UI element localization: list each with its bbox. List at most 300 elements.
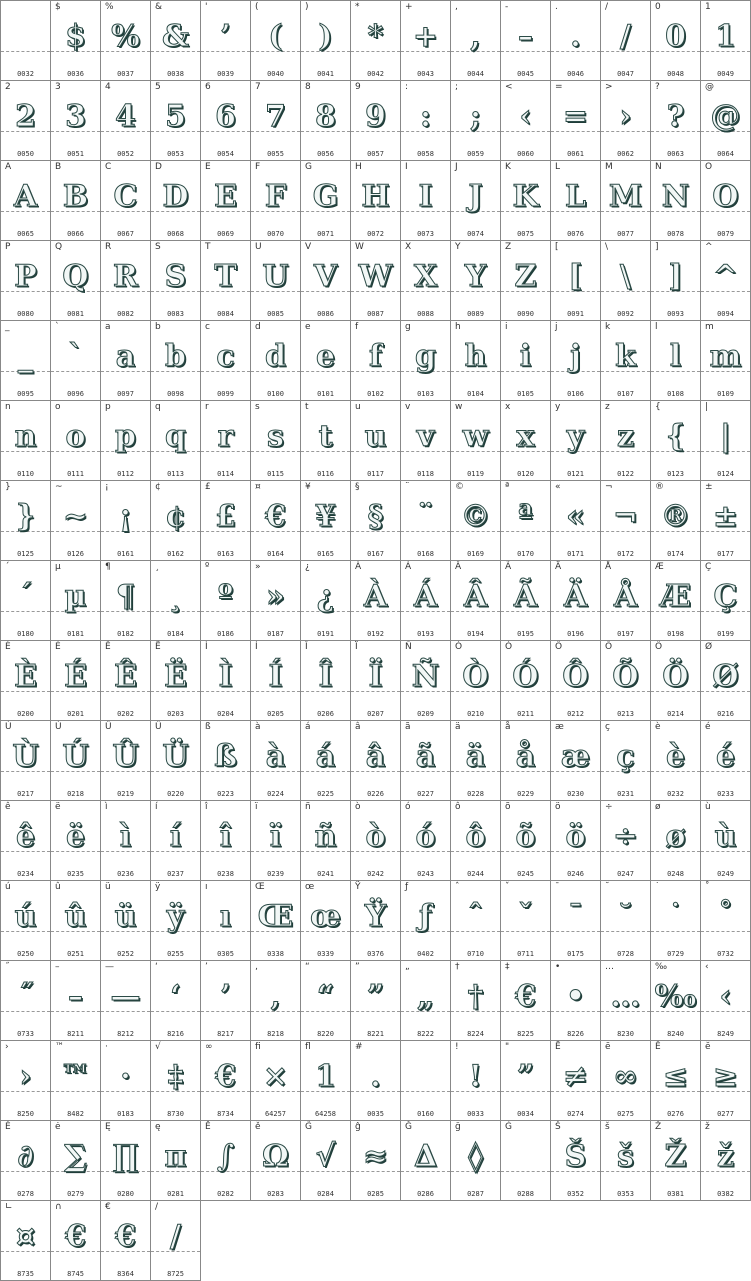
char-code: 0252 xyxy=(117,950,134,958)
char-code: 0274 xyxy=(567,1110,584,1118)
glyph-sample: M xyxy=(608,179,643,214)
glyph-cell xyxy=(1,961,51,1041)
glyph-cell xyxy=(401,881,451,961)
char-code: 0034 xyxy=(517,1110,534,1118)
glyph-cell xyxy=(1,1121,51,1201)
glyph-cell xyxy=(301,241,351,321)
char-code: 0225 xyxy=(317,790,334,798)
glyph-cell xyxy=(601,401,651,481)
character-label: å xyxy=(505,722,511,732)
glyph-sample: ¸ xyxy=(168,579,183,614)
glyph-cell xyxy=(301,961,351,1041)
glyph-cell xyxy=(451,481,501,561)
char-code: 0040 xyxy=(267,70,284,78)
char-code: 0402 xyxy=(417,950,434,958)
glyph-sample: ž xyxy=(716,1139,735,1174)
char-code: 0219 xyxy=(117,790,134,798)
char-code: 0283 xyxy=(267,1190,284,1198)
glyph-sample: A xyxy=(13,179,38,214)
char-code: 0107 xyxy=(617,390,634,398)
character-label: Á xyxy=(405,562,412,572)
glyph-sample: ™ xyxy=(60,1059,91,1094)
char-code: 0094 xyxy=(717,310,734,318)
character-label: ¿ xyxy=(305,562,310,572)
glyph-sample: × xyxy=(262,1059,289,1094)
char-code: 0204 xyxy=(217,710,234,718)
character-label: ï xyxy=(255,802,258,812)
character-label: ¢ xyxy=(155,482,161,492)
character-label: A xyxy=(5,162,12,172)
character-label: € xyxy=(105,1202,111,1212)
glyph-sample: › xyxy=(619,99,632,134)
glyph-cell xyxy=(601,81,651,161)
glyph-cell xyxy=(151,961,201,1041)
character-label: < xyxy=(505,82,513,92)
glyph-sample: Â xyxy=(463,579,488,614)
glyph-sample: ∫ xyxy=(216,1139,235,1174)
glyph-cell xyxy=(601,241,651,321)
character-label: O xyxy=(705,162,713,172)
glyph-cell xyxy=(651,1121,701,1201)
char-code: 0056 xyxy=(317,150,334,158)
glyph-cell xyxy=(601,321,651,401)
glyph-sample: ∂ xyxy=(17,1139,34,1174)
glyph-sample: Å xyxy=(613,579,638,614)
glyph-cell xyxy=(501,401,551,481)
glyph-sample: Ü xyxy=(162,739,189,774)
char-code: 0038 xyxy=(167,70,184,78)
char-code: 0052 xyxy=(117,150,134,158)
glyph-sample: ÷ xyxy=(612,819,639,854)
char-code: 0248 xyxy=(667,870,684,878)
char-code: 0214 xyxy=(667,710,684,718)
char-code: 0121 xyxy=(567,470,584,478)
glyph-cell xyxy=(651,881,701,961)
char-code: 0122 xyxy=(617,470,634,478)
glyph-cell xyxy=(1,161,51,241)
glyph-cell xyxy=(651,321,701,401)
glyph-sample: æ xyxy=(560,739,591,774)
character-label: Ã xyxy=(505,562,512,572)
character-label: + xyxy=(405,2,413,12)
character-label: Ø xyxy=(705,642,713,652)
glyph-cell xyxy=(51,1201,101,1281)
char-code: 0119 xyxy=(467,470,484,478)
character-label: û xyxy=(55,882,61,892)
char-code: 0086 xyxy=(317,310,334,318)
character-label: E xyxy=(205,162,211,172)
glyph-sample: . xyxy=(570,19,581,54)
char-code: 0113 xyxy=(167,470,184,478)
glyph-sample: $ xyxy=(65,19,86,54)
character-label: â xyxy=(355,722,361,732)
char-code: 0211 xyxy=(517,710,534,718)
glyph-cell xyxy=(51,401,101,481)
glyph-cell xyxy=(151,1201,201,1281)
character-label: Ñ xyxy=(405,642,412,652)
character-label: , xyxy=(455,2,458,12)
character-label: ] xyxy=(655,242,659,252)
glyph-sample: • xyxy=(565,979,586,1014)
glyph-cell xyxy=(501,881,551,961)
character-label: b xyxy=(155,322,161,332)
glyph-cell xyxy=(51,241,101,321)
glyph-cell xyxy=(701,161,751,241)
glyph-sample: € xyxy=(515,979,536,1014)
character-label: P xyxy=(5,242,11,252)
char-code: 8212 xyxy=(117,1030,134,1038)
char-code: 0092 xyxy=(617,310,634,318)
character-label: . xyxy=(555,2,558,12)
glyph-cell xyxy=(51,321,101,401)
glyph-cell xyxy=(201,241,251,321)
char-code: 0105 xyxy=(517,390,534,398)
glyph-cell xyxy=(551,481,601,561)
glyph-sample: Y xyxy=(464,259,487,294)
glyph-cell xyxy=(451,321,501,401)
char-code: 0060 xyxy=(517,150,534,158)
glyph-cell xyxy=(351,1041,401,1121)
baseline-guide xyxy=(501,1171,550,1172)
character-label: è xyxy=(655,722,661,732)
char-code: 8222 xyxy=(417,1030,434,1038)
glyph-sample: Í xyxy=(268,659,283,694)
glyph-sample: ‰ xyxy=(654,979,697,1014)
char-code: 0160 xyxy=(417,1110,434,1118)
glyph-cell xyxy=(551,961,601,1041)
character-label: á xyxy=(305,722,311,732)
glyph-cell xyxy=(51,961,101,1041)
glyph-sample: } xyxy=(15,499,36,534)
glyph-cell xyxy=(251,401,301,481)
char-code: 0035 xyxy=(367,1110,384,1118)
character-label: Ġ xyxy=(505,1122,512,1132)
glyph-cell xyxy=(201,1041,251,1121)
char-code: 0235 xyxy=(67,870,84,878)
char-code: 0287 xyxy=(467,1190,484,1198)
glyph-cell xyxy=(151,241,201,321)
glyph-sample: 1 xyxy=(715,19,736,54)
character-label: ē xyxy=(605,1042,611,1052)
character-label: î xyxy=(205,802,208,812)
character-label: Z xyxy=(505,242,512,252)
char-code: 0108 xyxy=(667,390,684,398)
glyph-cell xyxy=(351,561,401,641)
glyph-sample: È xyxy=(14,659,37,694)
glyph-sample: † xyxy=(467,979,484,1014)
glyph-sample: Ÿ xyxy=(364,899,387,934)
glyph-sample: r xyxy=(217,419,234,454)
glyph-sample: ! xyxy=(468,1059,483,1094)
char-code: 0085 xyxy=(267,310,284,318)
character-label: Ú xyxy=(55,722,62,732)
character-label: ¸ xyxy=(155,562,160,572)
character-label: ¤ xyxy=(255,482,261,492)
char-code: 0167 xyxy=(367,550,384,558)
char-code: 8221 xyxy=(367,1030,384,1038)
character-label: N xyxy=(655,162,662,172)
char-code: 8240 xyxy=(667,1030,684,1038)
char-code: 0198 xyxy=(667,630,684,638)
character-label: x xyxy=(505,402,511,412)
glyph-cell xyxy=(51,1121,101,1201)
glyph-sample: t xyxy=(318,419,333,454)
char-code: 8216 xyxy=(167,1030,184,1038)
glyph-cell xyxy=(301,481,351,561)
glyph-sample: E xyxy=(214,179,237,214)
glyph-cell xyxy=(451,161,501,241)
glyph-cell xyxy=(251,481,301,561)
glyph-sample: ı xyxy=(219,899,232,934)
char-code: 0733 xyxy=(17,1030,34,1038)
character-label: ¡ xyxy=(105,482,109,492)
glyph-cell xyxy=(651,721,701,801)
glyph-cell xyxy=(601,481,651,561)
glyph-cell xyxy=(701,401,751,481)
glyph-cell xyxy=(201,481,251,561)
character-label: r xyxy=(205,402,209,412)
glyph-cell xyxy=(101,81,151,161)
glyph-sample: ” xyxy=(366,979,385,1014)
character-label: 8 xyxy=(305,82,311,92)
glyph-sample: á xyxy=(315,739,336,774)
character-label: £ xyxy=(205,482,211,492)
character-label: # xyxy=(355,1042,363,1052)
char-code: 0048 xyxy=(667,70,684,78)
char-code: 8226 xyxy=(567,1030,584,1038)
character-label: œ xyxy=(305,882,315,892)
glyph-sample: 7 xyxy=(265,99,286,134)
glyph-sample: i xyxy=(519,339,532,374)
character-label: Å xyxy=(605,562,612,572)
glyph-sample: € xyxy=(115,1219,136,1254)
character-label: X xyxy=(405,242,412,252)
character-label: 7 xyxy=(255,82,261,92)
char-code: 0162 xyxy=(167,550,184,558)
glyph-cell xyxy=(301,641,351,721)
char-code: 0057 xyxy=(367,150,384,158)
glyph-cell xyxy=(351,641,401,721)
character-label: _ xyxy=(5,322,10,332)
character-label: ã xyxy=(405,722,411,732)
glyph-sample: õ xyxy=(515,819,536,854)
glyph-sample: · xyxy=(120,1059,131,1094)
char-code: 0280 xyxy=(117,1190,134,1198)
glyph-sample: m xyxy=(709,339,742,374)
char-code: 8249 xyxy=(717,1030,734,1038)
char-code: 0165 xyxy=(317,550,334,558)
glyph-sample: – xyxy=(68,979,83,1014)
char-code: 0063 xyxy=(667,150,684,158)
char-code: 0073 xyxy=(417,230,434,238)
char-code: 0193 xyxy=(417,630,434,638)
glyph-sample: / xyxy=(620,19,631,54)
glyph-sample: ” xyxy=(516,1059,535,1094)
glyph-cell xyxy=(201,401,251,481)
char-code: 0246 xyxy=(567,870,584,878)
glyph-cell xyxy=(601,881,651,961)
character-label: Ó xyxy=(505,642,513,652)
glyph-sample: ± xyxy=(712,499,739,534)
glyph-sample: Ë xyxy=(164,659,187,694)
character-label: ¥ xyxy=(305,482,311,492)
char-code: 0080 xyxy=(17,310,34,318)
glyph-sample: S xyxy=(164,259,187,294)
glyph-sample: b xyxy=(165,339,186,374)
glyph-cell xyxy=(351,1,401,81)
glyph-sample: Ê xyxy=(114,659,137,694)
char-code: 0058 xyxy=(417,150,434,158)
glyph-sample: ¿ xyxy=(316,579,335,614)
character-label: ∩ xyxy=(55,1202,62,1212)
character-label: ) xyxy=(305,2,309,12)
char-code: 0732 xyxy=(717,950,734,958)
glyph-sample: @ xyxy=(710,99,741,134)
character-label: © xyxy=(455,482,464,492)
glyph-cell xyxy=(701,961,751,1041)
glyph-cell xyxy=(51,161,101,241)
character-label: 9 xyxy=(355,82,361,92)
glyph-cell xyxy=(201,721,251,801)
character-label: S xyxy=(155,242,161,252)
glyph-sample: k xyxy=(615,339,636,374)
glyph-sample: ã xyxy=(415,739,436,774)
glyph-cell xyxy=(1,241,51,321)
glyph-sample: ` xyxy=(68,339,83,374)
char-code: 0087 xyxy=(367,310,384,318)
glyph-sample: ; xyxy=(469,99,482,134)
glyph-cell xyxy=(501,641,551,721)
glyph-cell xyxy=(501,1,551,81)
char-code: 0382 xyxy=(717,1190,734,1198)
glyph-sample: ô xyxy=(465,819,486,854)
glyph-sample: K xyxy=(512,179,539,214)
character-label: D xyxy=(155,162,162,172)
glyph-cell xyxy=(351,481,401,561)
character-label: à xyxy=(255,722,261,732)
character-label: % xyxy=(105,2,114,12)
glyph-cell xyxy=(51,1041,101,1121)
glyph-sample: í xyxy=(169,819,182,854)
glyph-cell xyxy=(151,81,201,161)
character-label: B xyxy=(55,162,62,172)
char-code: 0070 xyxy=(267,230,284,238)
char-code: 0250 xyxy=(17,950,34,958)
char-code: 0187 xyxy=(267,630,284,638)
char-code: 0077 xyxy=(617,230,634,238)
glyph-cell xyxy=(51,881,101,961)
char-code: 8211 xyxy=(67,1030,84,1038)
glyph-sample: å xyxy=(515,739,536,774)
glyph-cell xyxy=(251,241,301,321)
char-code: 0195 xyxy=(517,630,534,638)
character-label: ∟ xyxy=(5,1202,13,1212)
glyph-sample: ’ xyxy=(220,19,231,54)
character-label: ò xyxy=(355,802,361,812)
glyph-cell xyxy=(701,881,751,961)
glyph-cell xyxy=(601,1041,651,1121)
glyph-sample: € xyxy=(215,1059,236,1094)
glyph-cell xyxy=(151,161,201,241)
char-code: 0161 xyxy=(117,550,134,558)
glyph-sample: 3 xyxy=(65,99,86,134)
character-label: é xyxy=(705,722,711,732)
glyph-cell xyxy=(151,1,201,81)
char-code: 0339 xyxy=(317,950,334,958)
char-code: 0066 xyxy=(67,230,84,238)
character-label: 6 xyxy=(205,82,211,92)
character-label: 1 xyxy=(705,2,711,12)
char-code: 0192 xyxy=(367,630,384,638)
glyph-cell xyxy=(701,801,751,881)
glyph-sample: ≤ xyxy=(662,1059,689,1094)
char-code: 0711 xyxy=(517,950,534,958)
glyph-sample: « xyxy=(566,499,585,534)
character-label: ” xyxy=(355,962,360,972)
glyph-cell xyxy=(701,721,751,801)
glyph-sample: ƒ xyxy=(419,899,432,934)
glyph-sample: „ xyxy=(416,979,435,1014)
glyph-cell xyxy=(201,1121,251,1201)
glyph-sample: g xyxy=(415,339,436,374)
glyph-cell xyxy=(1,1,51,81)
char-code: 0278 xyxy=(17,1190,34,1198)
character-label: w xyxy=(455,402,463,412)
glyph-sample: ˙ xyxy=(668,899,683,934)
glyph-sample: Ï xyxy=(368,659,383,694)
glyph-sample: ¬ xyxy=(612,499,639,534)
character-label: @ xyxy=(705,82,714,92)
character-label: Ĕ xyxy=(655,1042,661,1052)
glyph-sample: & xyxy=(161,19,190,54)
glyph-sample: ë xyxy=(65,819,86,854)
glyph-sample: Œ xyxy=(257,899,294,934)
character-label: ; xyxy=(455,82,459,92)
glyph-cell xyxy=(251,801,301,881)
glyph-sample: € xyxy=(265,499,286,534)
character-label: v xyxy=(405,402,411,412)
glyph-cell xyxy=(501,561,551,641)
glyph-cell xyxy=(501,1121,551,1201)
glyph-sample: à xyxy=(265,739,286,774)
character-label: ∞ xyxy=(205,1042,213,1052)
glyph-cell xyxy=(351,241,401,321)
char-code: 0200 xyxy=(17,710,34,718)
char-code: 0088 xyxy=(417,310,434,318)
character-label: ˘ xyxy=(605,882,610,892)
glyph-sample: Q xyxy=(62,259,89,294)
character-label: ĝ xyxy=(355,1122,361,1132)
character-label: F xyxy=(255,162,261,172)
glyph-cell xyxy=(451,961,501,1041)
character-label: / xyxy=(155,1202,159,1212)
character-label: Ì xyxy=(205,642,208,652)
glyph-cell xyxy=(601,561,651,641)
char-code: 8745 xyxy=(67,1270,84,1278)
char-code: 0061 xyxy=(567,150,584,158)
char-code: 0169 xyxy=(467,550,484,558)
char-code: 0217 xyxy=(17,790,34,798)
character-label: ě xyxy=(255,1122,261,1132)
character-label: ‹ xyxy=(705,962,709,972)
glyph-cell xyxy=(401,321,451,401)
glyph-cell xyxy=(101,881,151,961)
char-code: 0104 xyxy=(467,390,484,398)
glyph-sample: h xyxy=(464,339,487,374)
character-label: u xyxy=(355,402,361,412)
char-code: 0233 xyxy=(717,790,734,798)
glyph-cell xyxy=(551,161,601,241)
